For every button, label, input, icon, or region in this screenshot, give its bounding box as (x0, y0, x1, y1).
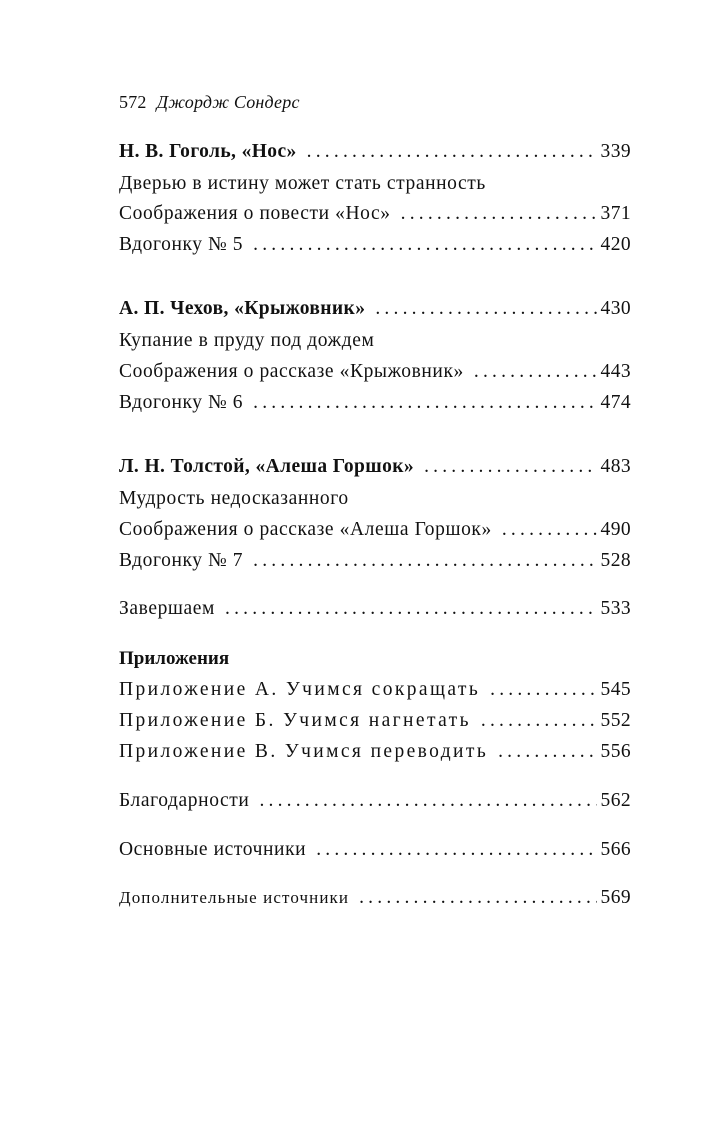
toc-entry-gogol[interactable] (119, 141, 631, 169)
entry-page: 474 (600, 392, 631, 413)
entry-title: Приложение В. Учимся переводить (119, 741, 489, 762)
leader-dots (474, 361, 597, 383)
toc-entry-appendix-a[interactable] (119, 679, 631, 707)
entry-title: Дополнительные источники (119, 888, 350, 907)
leader-dots (502, 519, 597, 541)
entry-title: Вдогонку № 5 (119, 234, 244, 255)
entry-page: 552 (600, 710, 631, 731)
toc-entry-chekhov[interactable] (119, 298, 631, 326)
entry-page: 566 (600, 839, 631, 860)
leader-dots (225, 598, 597, 620)
toc-entry-thanks[interactable] (119, 790, 631, 818)
entry-title: Благодарности (119, 790, 250, 811)
toc-entry-tolstoy-extra[interactable] (119, 550, 631, 578)
appendices-heading: Приложения (119, 648, 230, 669)
leader-dots (316, 839, 596, 861)
leader-dots (498, 741, 596, 763)
page-number: 572 (119, 92, 147, 112)
leader-dots (253, 392, 596, 414)
entry-title: Приложение А. Учимся сокращать (119, 679, 481, 700)
entry-title: Вдогонку № 7 (119, 550, 244, 571)
entry-title: Соображения о рассказе «Крыжовник» (119, 361, 464, 382)
toc-entry-appendix-b[interactable] (119, 710, 631, 738)
entry-page: 483 (600, 456, 631, 477)
leader-dots (253, 234, 596, 256)
entry-page: 339 (600, 141, 631, 162)
entry-title: Л. Н. Толстой, «Алеша Горшок» (119, 456, 415, 477)
toc-entry-appendix-c[interactable] (119, 741, 631, 769)
leader-dots (359, 887, 596, 909)
entry-page: 420 (600, 234, 631, 255)
entry-title: А. П. Чехов, «Крыжовник» (119, 298, 366, 319)
entry-title: Приложение Б. Учимся нагнетать (119, 710, 471, 731)
entry-title: Соображения о рассказе «Алеша Горшок» (119, 519, 492, 540)
toc-essay-gogol[interactable]: Дверью в истину может стать странность (119, 173, 486, 194)
entry-page: 371 (600, 203, 631, 224)
leader-dots (375, 298, 596, 320)
toc-essay-chekhov[interactable]: Купание в пруду под дождем (119, 330, 375, 351)
entry-page: 562 (600, 790, 631, 811)
running-head-author: Джордж Сондерс (156, 92, 300, 112)
toc-entry-more-sources[interactable] (119, 887, 631, 915)
toc-entry-tolstoy[interactable] (119, 456, 631, 484)
toc-entry-chekhov-notes[interactable] (119, 361, 631, 389)
toc-essay-tolstoy[interactable]: Мудрость недосказанного (119, 488, 349, 509)
toc-entry-chekhov-extra[interactable] (119, 392, 631, 420)
entry-page: 545 (600, 679, 631, 700)
entry-title: Завершаем (119, 598, 215, 619)
leader-dots (307, 141, 597, 163)
leader-dots (481, 710, 597, 732)
entry-page: 569 (600, 887, 631, 908)
entry-page: 556 (600, 741, 631, 762)
entry-title: Вдогонку № 6 (119, 392, 244, 413)
entry-page: 443 (600, 361, 631, 382)
entry-title: Основные источники (119, 839, 307, 860)
leader-dots (490, 679, 596, 701)
entry-page: 533 (600, 598, 631, 619)
entry-title: Соображения о повести «Нос» (119, 203, 391, 224)
entry-title: Н. В. Гоголь, «Нос» (119, 141, 297, 162)
entry-page: 490 (600, 519, 631, 540)
running-head (119, 92, 300, 113)
leader-dots (253, 550, 596, 572)
toc-entry-finale[interactable] (119, 598, 631, 626)
entry-page: 528 (600, 550, 631, 571)
toc-entry-gogol-extra[interactable] (119, 234, 631, 262)
toc-entry-tolstoy-notes[interactable] (119, 519, 631, 547)
leader-dots (401, 203, 597, 225)
entry-page: 430 (600, 298, 631, 319)
toc-entry-gogol-notes[interactable] (119, 203, 631, 231)
leader-dots (259, 790, 596, 812)
leader-dots (424, 456, 596, 478)
toc-entry-sources[interactable] (119, 839, 631, 867)
